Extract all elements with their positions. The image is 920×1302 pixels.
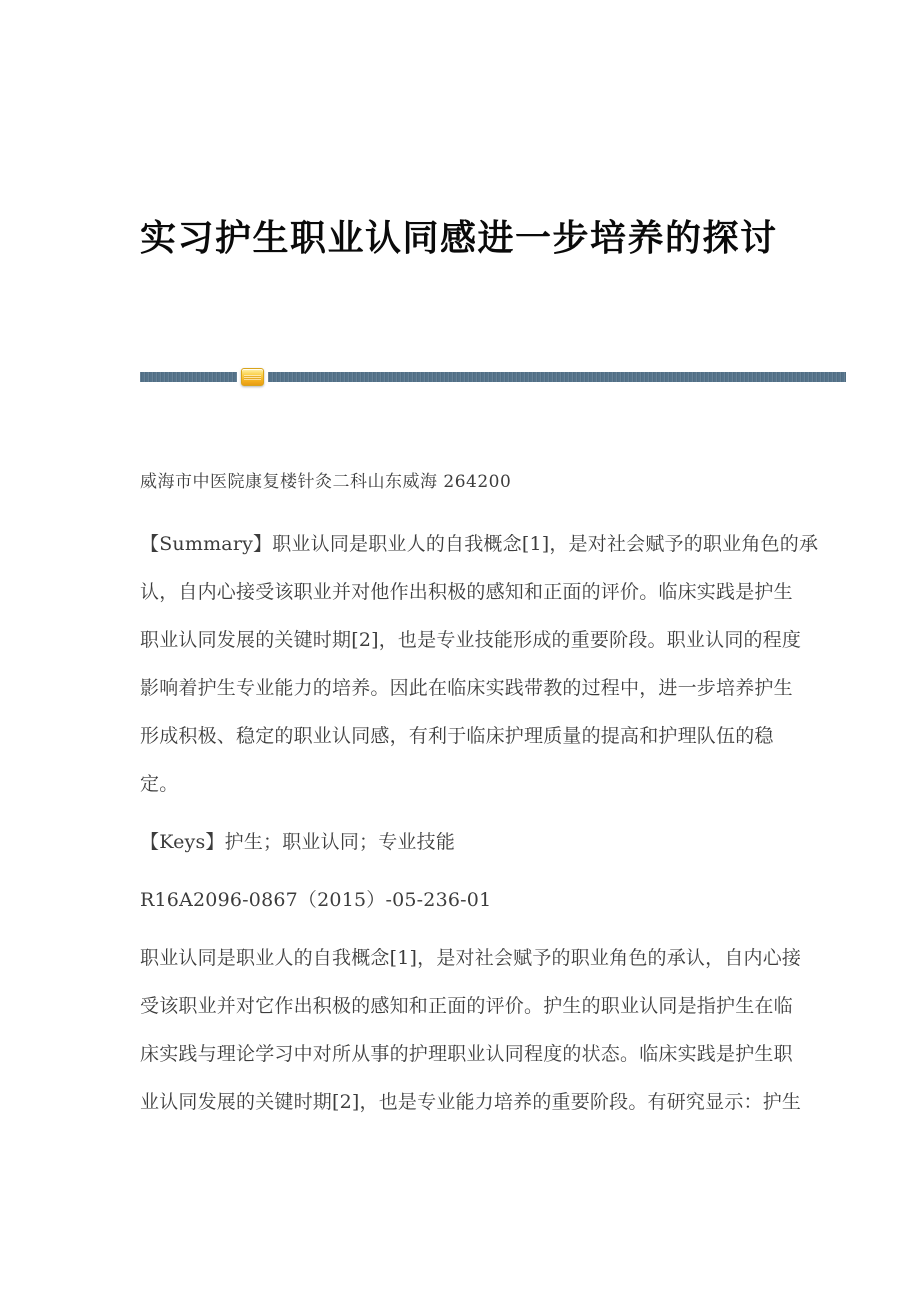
body-paragraph (140, 934, 846, 1126)
page-title: 实习护生职业认同感进一步培养的探讨 (140, 217, 778, 259)
body-line: 受该职业并对它作出积极的感知和正面的评价。护生的职业认同是指护生在临 (140, 995, 793, 1017)
divider-bar-left (140, 372, 237, 382)
article-code-line: R16A2096-0867（2015）-05-236-01 (140, 889, 492, 911)
body-line: 床实践与理论学习中对所从事的护理职业认同程度的状态。临床实践是护生职 (140, 1043, 793, 1065)
affiliation-line: 威海市中医院康复楼针灸二科山东威海 264200 (140, 472, 512, 492)
body-line: 职业认同是职业人的自我概念[1]，是对社会赋予的职业角色的承认，自内心接 (140, 947, 802, 969)
summary-paragraph (140, 520, 846, 808)
title-divider (140, 368, 846, 386)
divider-bar-right (268, 372, 846, 382)
keywords-line: 【Keys】护生；职业认同；专业技能 (140, 831, 456, 853)
summary-line: 认，自内心接受该职业并对他作出积极的感知和正面的评价。临床实践是护生 (140, 581, 793, 603)
summary-line: 职业认同发展的关键时期[2]，也是专业技能形成的重要阶段。职业认同的程度 (140, 629, 802, 651)
summary-line: 定。 (140, 773, 179, 795)
body-line: 业认同发展的关键时期[2]，也是专业能力培养的重要阶段。有研究显示：护生 (140, 1091, 802, 1113)
summary-line: 形成积极、稳定的职业认同感，有利于临床护理质量的提高和护理队伍的稳 (140, 725, 774, 747)
gold-badge-icon (241, 368, 264, 386)
summary-line: 【Summary】职业认同是职业人的自我概念[1]，是对社会赋予的职业角色的承 (140, 533, 819, 555)
summary-line: 影响着护生专业能力的培养。因此在临床实践带教的过程中，进一步培养护生 (140, 677, 793, 699)
